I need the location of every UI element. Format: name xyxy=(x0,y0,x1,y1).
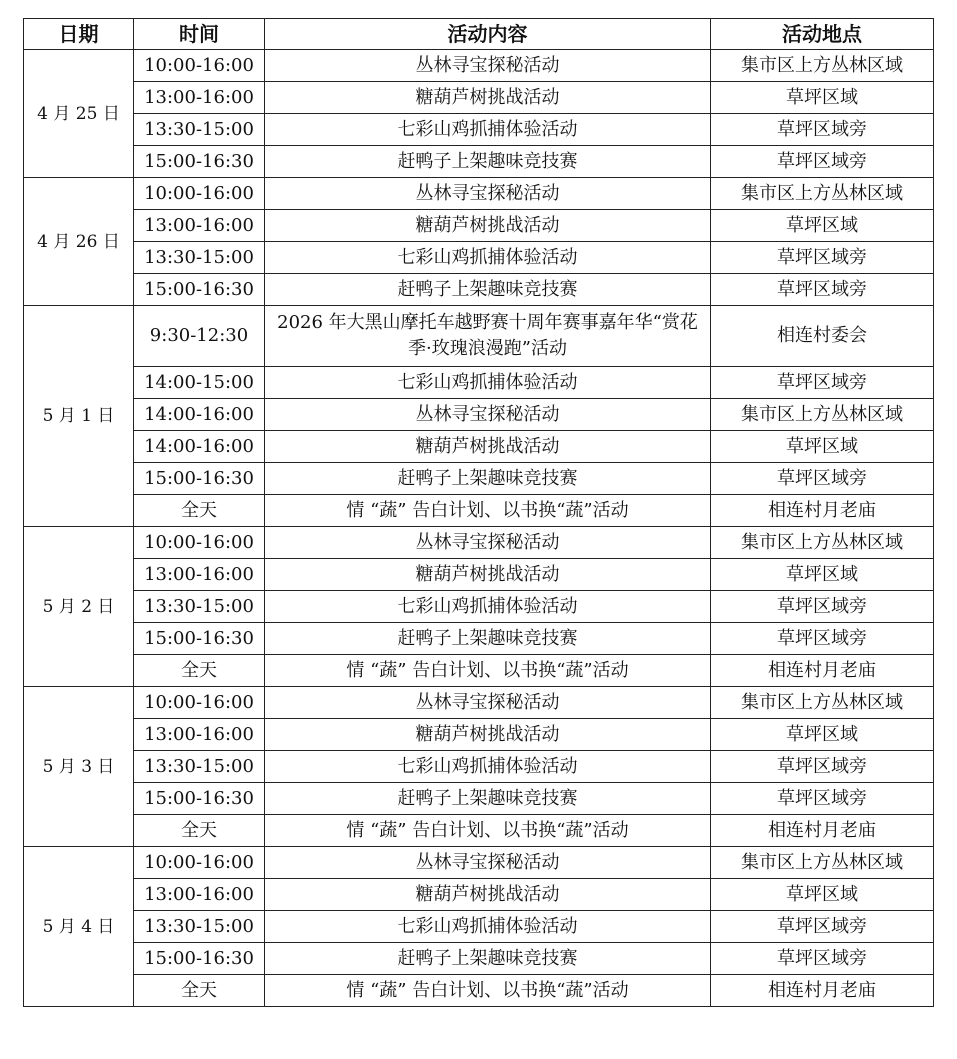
activity-cell: 赶鸭子上架趣味竞技赛 xyxy=(265,146,711,178)
time-cell: 15:00-16:30 xyxy=(134,943,265,975)
time-cell: 13:30-15:00 xyxy=(134,114,265,146)
time-cell: 15:00-16:30 xyxy=(134,463,265,495)
table-row xyxy=(24,815,934,847)
table-row xyxy=(24,274,934,306)
table-row xyxy=(24,975,934,1007)
time-cell: 10:00-16:00 xyxy=(134,687,265,719)
activity-cell: 丛林寻宝探秘活动 xyxy=(265,50,711,82)
header-location: 活动地点 xyxy=(711,19,934,50)
location-cell: 集市区上方丛林区域 xyxy=(711,527,934,559)
table-row xyxy=(24,306,934,367)
activity-cell: 七彩山鸡抓捕体验活动 xyxy=(265,367,711,399)
location-cell: 草坪区域 xyxy=(711,210,934,242)
date-cell: 5 月 2 日 xyxy=(24,527,134,687)
table-row xyxy=(24,943,934,975)
location-cell: 草坪区域旁 xyxy=(711,911,934,943)
activity-cell: 糖葫芦树挑战活动 xyxy=(265,82,711,114)
location-cell: 相连村月老庙 xyxy=(711,975,934,1007)
location-cell: 草坪区域 xyxy=(711,879,934,911)
location-cell: 集市区上方丛林区域 xyxy=(711,687,934,719)
table-row xyxy=(24,591,934,623)
table-row xyxy=(24,911,934,943)
location-cell: 草坪区域旁 xyxy=(711,751,934,783)
date-cell: 4 月 25 日 xyxy=(24,50,134,178)
location-cell: 集市区上方丛林区域 xyxy=(711,399,934,431)
location-cell: 草坪区域旁 xyxy=(711,367,934,399)
table-row xyxy=(24,82,934,114)
activity-cell: 七彩山鸡抓捕体验活动 xyxy=(265,114,711,146)
table-row xyxy=(24,847,934,879)
location-cell: 草坪区域 xyxy=(711,82,934,114)
location-cell: 相连村月老庙 xyxy=(711,655,934,687)
location-cell: 草坪区域旁 xyxy=(711,146,934,178)
activity-cell: 七彩山鸡抓捕体验活动 xyxy=(265,242,711,274)
activity-cell: 丛林寻宝探秘活动 xyxy=(265,399,711,431)
table-row xyxy=(24,146,934,178)
time-cell: 9:30-12:30 xyxy=(134,306,265,367)
activity-cell: 糖葫芦树挑战活动 xyxy=(265,559,711,591)
header-date: 日期 xyxy=(24,19,134,50)
table-row xyxy=(24,655,934,687)
location-cell: 集市区上方丛林区域 xyxy=(711,178,934,210)
table-header-row xyxy=(24,19,934,50)
time-cell: 全天 xyxy=(134,975,265,1007)
table-row xyxy=(24,879,934,911)
location-cell: 草坪区域 xyxy=(711,431,934,463)
activity-cell: 赶鸭子上架趣味竞技赛 xyxy=(265,783,711,815)
header-activity: 活动内容 xyxy=(265,19,711,50)
date-cell: 5 月 4 日 xyxy=(24,847,134,1007)
time-cell: 全天 xyxy=(134,495,265,527)
activity-cell: 糖葫芦树挑战活动 xyxy=(265,879,711,911)
time-cell: 10:00-16:00 xyxy=(134,847,265,879)
activity-cell: 2026 年大黑山摩托车越野赛十周年赛事嘉年华“赏花季·玫瑰浪漫跑”活动 xyxy=(265,306,711,367)
table-row xyxy=(24,431,934,463)
activity-cell: 糖葫芦树挑战活动 xyxy=(265,719,711,751)
location-cell: 相连村月老庙 xyxy=(711,815,934,847)
table-row xyxy=(24,527,934,559)
table-row xyxy=(24,178,934,210)
table-row xyxy=(24,114,934,146)
date-cell: 5 月 3 日 xyxy=(24,687,134,847)
time-cell: 14:00-15:00 xyxy=(134,367,265,399)
time-cell: 15:00-16:30 xyxy=(134,783,265,815)
location-cell: 草坪区域旁 xyxy=(711,623,934,655)
time-cell: 13:00-16:00 xyxy=(134,719,265,751)
table-row xyxy=(24,687,934,719)
time-cell: 15:00-16:30 xyxy=(134,146,265,178)
time-cell: 13:30-15:00 xyxy=(134,751,265,783)
location-cell: 集市区上方丛林区域 xyxy=(711,847,934,879)
table-row xyxy=(24,719,934,751)
table-row xyxy=(24,210,934,242)
activity-cell: 情 “蔬” 告白计划、以书换“蔬”活动 xyxy=(265,815,711,847)
activity-cell: 情 “蔬” 告白计划、以书换“蔬”活动 xyxy=(265,655,711,687)
time-cell: 13:30-15:00 xyxy=(134,242,265,274)
time-cell: 10:00-16:00 xyxy=(134,50,265,82)
table-row xyxy=(24,50,934,82)
activity-cell: 七彩山鸡抓捕体验活动 xyxy=(265,591,711,623)
location-cell: 草坪区域旁 xyxy=(711,274,934,306)
location-cell: 草坪区域旁 xyxy=(711,463,934,495)
activity-cell: 情 “蔬” 告白计划、以书换“蔬”活动 xyxy=(265,495,711,527)
activity-cell: 赶鸭子上架趣味竞技赛 xyxy=(265,463,711,495)
activity-cell: 糖葫芦树挑战活动 xyxy=(265,210,711,242)
activity-cell: 丛林寻宝探秘活动 xyxy=(265,178,711,210)
time-cell: 13:00-16:00 xyxy=(134,559,265,591)
location-cell: 草坪区域旁 xyxy=(711,242,934,274)
table-row xyxy=(24,495,934,527)
table-row xyxy=(24,367,934,399)
table-row xyxy=(24,463,934,495)
activity-cell: 丛林寻宝探秘活动 xyxy=(265,847,711,879)
time-cell: 13:00-16:00 xyxy=(134,82,265,114)
time-cell: 15:00-16:30 xyxy=(134,274,265,306)
activity-cell: 七彩山鸡抓捕体验活动 xyxy=(265,751,711,783)
time-cell: 全天 xyxy=(134,815,265,847)
table-row xyxy=(24,751,934,783)
activity-cell: 七彩山鸡抓捕体验活动 xyxy=(265,911,711,943)
location-cell: 草坪区域 xyxy=(711,559,934,591)
activity-cell: 赶鸭子上架趣味竞技赛 xyxy=(265,943,711,975)
time-cell: 10:00-16:00 xyxy=(134,178,265,210)
location-cell: 草坪区域旁 xyxy=(711,114,934,146)
location-cell: 草坪区域 xyxy=(711,719,934,751)
location-cell: 草坪区域旁 xyxy=(711,591,934,623)
location-cell: 草坪区域旁 xyxy=(711,943,934,975)
location-cell: 集市区上方丛林区域 xyxy=(711,50,934,82)
table-row xyxy=(24,242,934,274)
time-cell: 13:00-16:00 xyxy=(134,879,265,911)
time-cell: 13:00-16:00 xyxy=(134,210,265,242)
time-cell: 全天 xyxy=(134,655,265,687)
time-cell: 14:00-16:00 xyxy=(134,399,265,431)
time-cell: 15:00-16:30 xyxy=(134,623,265,655)
event-schedule-table xyxy=(23,18,934,1007)
activity-cell: 情 “蔬” 告白计划、以书换“蔬”活动 xyxy=(265,975,711,1007)
location-cell: 相连村委会 xyxy=(711,306,934,367)
table-row xyxy=(24,399,934,431)
location-cell: 草坪区域旁 xyxy=(711,783,934,815)
activity-cell: 赶鸭子上架趣味竞技赛 xyxy=(265,623,711,655)
header-time: 时间 xyxy=(134,19,265,50)
date-cell: 5 月 1 日 xyxy=(24,306,134,527)
table-row xyxy=(24,623,934,655)
schedule-body xyxy=(24,50,934,1007)
table-row xyxy=(24,783,934,815)
date-cell: 4 月 26 日 xyxy=(24,178,134,306)
activity-cell: 丛林寻宝探秘活动 xyxy=(265,687,711,719)
table-row xyxy=(24,559,934,591)
activity-cell: 糖葫芦树挑战活动 xyxy=(265,431,711,463)
time-cell: 13:30-15:00 xyxy=(134,911,265,943)
time-cell: 14:00-16:00 xyxy=(134,431,265,463)
activity-cell: 丛林寻宝探秘活动 xyxy=(265,527,711,559)
activity-cell: 赶鸭子上架趣味竞技赛 xyxy=(265,274,711,306)
time-cell: 10:00-16:00 xyxy=(134,527,265,559)
time-cell: 13:30-15:00 xyxy=(134,591,265,623)
location-cell: 相连村月老庙 xyxy=(711,495,934,527)
